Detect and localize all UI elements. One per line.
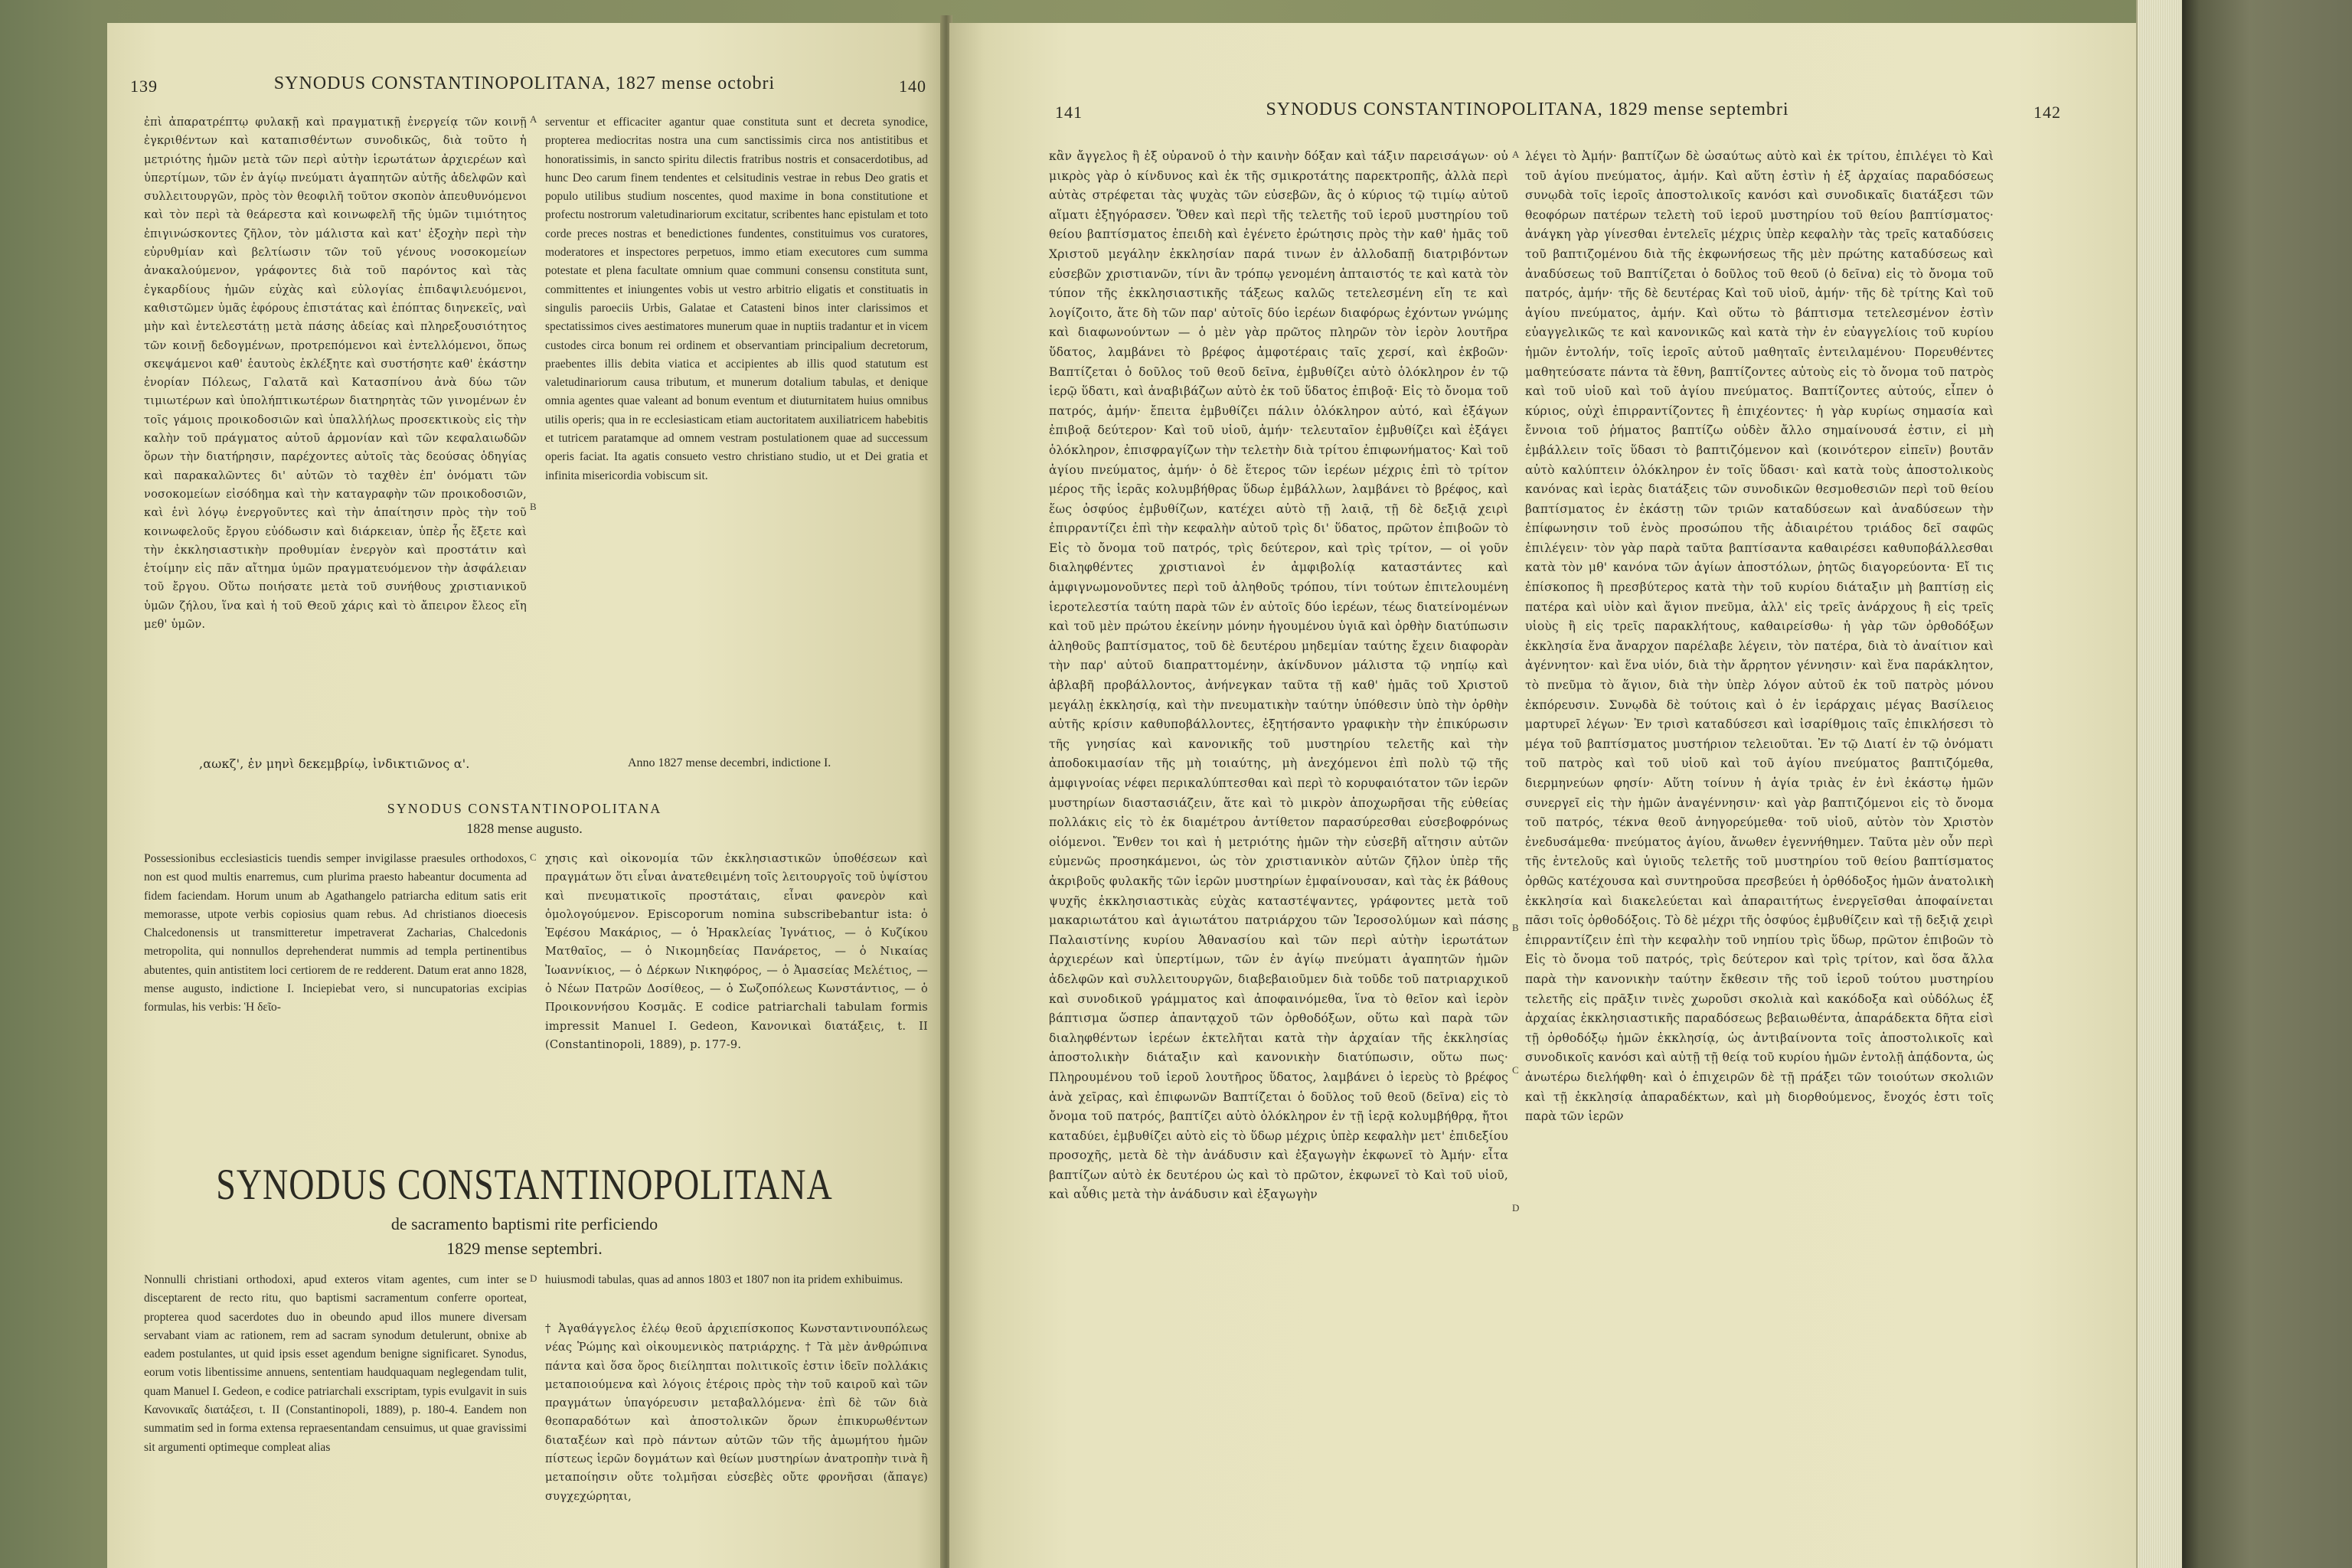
left-page	[107, 23, 942, 1568]
page-number-142: 142	[2034, 103, 2061, 122]
right-running-head	[949, 96, 2136, 127]
right-page	[949, 23, 2136, 1568]
section2-subtitle: 1828 mense augusto.	[466, 821, 583, 836]
page-number-140: 140	[899, 77, 926, 96]
section2-title: SYNODUS CONSTANTINOPOLITANA	[387, 801, 662, 816]
latin-date-line: Anno 1827 mense decembri, indictione I.	[628, 756, 831, 769]
latin-column-top: serventur et efficaciter agantur quae constituta sunt et decreta synodice, propterea mediocritas nostra una cum sanctissimis circa nos antistitibus et honoratissimis, in sancto spiritu dilectis fratribus nostris et consacerdotibus, ad hunc Deo carum finem tendentes et celsitudinis vestrae in rebus Deo gratis et populo utilibus studium noscentes, quod maxime in bona constitutione et profectu nostrorum valetudinariorum excitatur, scribentes hanc epistulam et toto corde preces nostras et benedictiones fundentes, constituimus vos curatores, moderatores et inspectores perpetuos, immo etiam executores cum summa potestate et plena facultate omnium quae communi consensu constituta sunt, committentes et iniungentes vobis ut vestro arbitrio eligatis et constituatis in singulis paroeciis Urbis, Galatae et Catasteni binos inter clarissimos et spectatissimos cives aestimatores munerum quae in nuptiis tradantur et in vicem custodes circa bonum rei ordinem et observantiam principalium decretorum, praebentes illis debita viatica et accipientes ab illis quod statutum est valetudinariorum causa tributum, et munerum dotalium tabulas, et denique omnia agentes quae valeant ad bonum eventum et diuturnitatem huius omnibus utilis operis; qua in re ecclesiasticam etiam auctoritatem auxiliatricem habebitis et tutricem paratamque ad omnem vestram postulationem quae ad successum operis faciat. Ita agatis consueto vestro christiano studio, ut et Dei gratia et infinita misericordia vobiscum sit.	[545, 116, 928, 482]
greek-column-left: κἂν ἄγγελος ἢ ἐξ οὐρανοῦ ὁ τὴν καινὴν δόξαν καὶ τάξιν παρεισάγων· οὐ μικρὸς γὰρ ὁ κίνδυνος καὶ ἐκ τῆς σμικροτάτης παρεκτροπῆς, ἀλλὰ περὶ αὐτὰς στρέφεται τὰς ψυχὰς τῶν εὐσεβῶν, ἃς ὁ κύριος τῷ τιμίῳ αὐτοῦ αἵματι ἐξηγόρασεν. Ὅθεν καὶ περὶ τῆς τελετῆς τοῦ ἱεροῦ μυστηρίου τοῦ θείου βαπτίσματος ἐπειδὴ καὶ ἐγένετο ἐρώτησις πρὸς τὴν καθ' ἡμᾶς τοῦ Χριστοῦ μεγάλην ἐκκλησίαν παρά τινων ἐν ἀλλοδαπῇ διατριβόντων εὐσεβῶν χριστιανῶν, τίνι ἂν τρόπῳ γενομένη ἀπταιστός τε καὶ κατὰ τὸν τύπον τῆς ἐκκλησιαστικῆς τάξεως καλῶς τετελεσμένη εἴη τε καὶ λογίζοιτο, ἅτε δὴ τῶν παρ' αὐτοῖς δύο ἱερέων διαφόρως ἐχόντων γνώμης καὶ διαφωνούντων — ὁ μὲν γὰρ πρῶτος πληρῶν τὸν ἱερὸν λουτῆρα ὕδατος, λαμβάνει τὸ βρέφος ἀμφοτέραις ταῖς χερσί, καὶ ἐκβοῶν· Βαπτίζεται ὁ δοῦλος τοῦ θεοῦ δεῖνα, ἐμβυθίζει αὐτὸ ὁλόκληρον ἐν τῷ ἱερῷ ὕδατι, καὶ ἀναβιβάζων αὐτὸ ἐκ τοῦ ὕδατος ἐπιβοᾷ· Εἰς τὸ ὄνομα τοῦ πατρός, ἀμήν· ἔπειτα ἐμβυθίζει πάλιν ὁλόκληρον αὐτό, καὶ ἐξάγων ἐπιβοᾷ δεύτερον· Καὶ τοῦ υἱοῦ, ἀμήν· τελευταῖον ἐμβυθίζει καὶ ἐξάγει ὁλόκληρον, ἐπισφραγίζων τὴν τελετὴν διὰ τρίτου ἐπιφωνήματος· Καὶ τοῦ ἁγίου πνεύματος, ἀμήν· ὁ δὲ ἕτερος τῶν ἱερέων μέχρις ἐπὶ τὸ τρίτον μέρος τῆς ἱερᾶς κολυμβήθρας ὕδωρ ἐμβάλλων, λαμβάνει τὸ βρέφος, καὶ ἕως ὀσφύος ἐμβυθίζων, κατέχει αὐτὸ τῇ λαιᾷ, τῇ δὲ δεξιᾷ χειρὶ ἐπιρραντίζει ἐπὶ τὴν κεφαλὴν αὐτοῦ τρὶς δι' ὕδατος, πρῶτον ἐπιβοῶν τὸ Εἰς τὸ ὄνομα τοῦ πατρός, τρὶς δεύτερον, καὶ τρὶς τρίτον, — οἱ γοῦν διαληφθέντες χριστιανοὶ ἐν ἀμφιβολίᾳ καταστάντες καὶ ἀμφιγνωμονοῦντες περὶ τοῦ ἀληθοῦς τρόπου, τίνι τούτων ἐπιτελουμένη ἱεροτελεστία ταύτη παρὰ τῶν ἐν αὐτοῖς δύο ἱερέων, τέως διατείνομένων καὶ τοῦ μὲν πρώτου ἐκείνην μόνην ἡγουμένου ὑγιᾶ καὶ ὀρθὴν διατύπωσιν ἀληθοῦς βαπτίσματος, τοῦ δὲ δευτέρου μηδεμίαν ταύτης ἔχειν διαφορὰν τὴν παρ' αὐτοῦ διαπραττομένην, ἀκίνδυνον μάλιστα τῷ νηπίῳ καὶ ἀβλαβῆ προβάλλοντος, ἀνήνεγκαν ταῦτα τῇ καθ' ἡμᾶς τοῦ Χριστοῦ μεγάλῃ ἐκκλησίᾳ, καὶ τὴν πνευματικὴν ταύτην ὑπόθεσιν ὑπὸ τὴν ὀρθὴν αὐτῆς κρίσιν καθυποβάλλοντες, ἐξητήσαντο γραφικὴν τὴν ἐπικύρωσιν τῆς γνησίας καὶ κανονικῆς τοῦ μυστηρίου τελετῆς καὶ τὴν ἀποδοκιμασίαν τῆς μὴ τοιαύτης, μὴ ἀνεχόμενοι ἐπὶ πολὺ τῷ τῆς ἀμφιγνοίας νέφει περικαλύπτεσθαι καὶ περὶ τὸ κορυφαιότατον τῶν ἱερῶν μυστηρίων διαστασιάζειν, ἅτε καὶ τὸ μικρὸν ἀποχωρῆσαι τῆς εὐθείας πολλάκις εἰς τὸ ἐκ διαμέτρου ἀντίθετον παρασύρεσθαι εὐσεβοφρόνως οἰόμενοι. Ἔνθεν τοι καὶ ἡ μετριότης ἡμῶν τὴν εὐσεβῆ αἴτησιν αὐτῶν εὐμενῶς προσηκάμενοι, ὡς τὸν χριστιανικὸν αὐτῶν ζῆλον ὑπὲρ τῆς ἀκριβοῦς φυλακῆς τῶν ἱερῶν μυστηρίων ἐμφαίνουσαν, καὶ τὰς ἐκ βάθους ψυχῆς ἐκκλησιαστικὰς εὐχὰς καταστέψαντες, γράφοντες μετὰ τοῦ μακαριωτάτου καὶ ἁγιωτάτου πατριάρχου τῶν Ἱεροσολύμων καὶ πάσης Παλαιστίνης κυρίου Ἀθανασίου καὶ τῶν περὶ αὐτὴν ἱερωτάτων ἀρχιερέων καὶ ὑπερτίμων, τῶν ἐν ἁγίῳ πνεύματι ἀγαπητῶν ἡμῶν ἀδελφῶν καὶ συλλειτουργῶν, διαβεβαιοῦμεν διὰ τοῦδε τοῦ πατριαρχικοῦ καὶ συνοδικοῦ γράμματος καὶ ἀποφαινόμεθα, ἵνα τὸ θεῖον καὶ ἱερὸν βάπτισμα ὥσπερ ἀπαντᾳχοῦ τῶν ὀρθοδόξων, οὕτω καὶ παρὰ τῶν διαληφθέντων ἱερέων ἐκτελῆται κατὰ τὴν ἀρχαίαν τῆς ἐκκλησίας ἀποστολικὴν διάταξιν καὶ κανονικὴν διατύπωσιν, οὕτω πως· Πληρουμένου τοῦ ἱεροῦ λουτῆρος ὕδατος, λαμβάνει ὁ ἱερεὺς τὸ βρέφος ἀνὰ χεῖρας, καὶ ἐπιφωνῶν Βαπτίζεται ὁ δοῦλος τοῦ θεοῦ (δεῖνα) εἰς τὸ ὄνομα τοῦ πατρός, βαπτίζει αὐτὸ ὁλόκληρον ἐν τῇ ἱερᾷ κολυμβήθρᾳ, ἤτοι καταδύει, ἐμβυθίζει αὐτὸ εἰς τὸ ὕδωρ μέχρις ὑπὲρ κεφαλὴν μετ' ἐπιδεξίου προσοχῆς, μετὰ δὲ τὴν ἀνάδυσιν καὶ ἐξαγωγὴν ἐκφωνεῖ τὸ Ἀμήν· εἶτα βαπτίζων αὐτὸ ἐκ δευτέρου ὡς καὶ τὸ πρῶτον, ἐκφωνεῖ τὸ Καὶ τοῦ υἱοῦ, καὶ αὖθις μετὰ τὴν ἀνάδυσιν καὶ ἐξαγωγὴν	[1049, 149, 1508, 1202]
left-running-head	[107, 70, 942, 101]
page-number-139: 139	[130, 77, 158, 96]
margin-letter-a: A	[530, 113, 537, 125]
page-number-141: 141	[1055, 103, 1083, 122]
section2-greek-column: χησις καὶ οἰκονομία τῶν ἐκκλησιαστικῶν ὑποθέσεων καὶ πραγμάτων ὅτι εἶναι ἀνατεθειμένη τοῖς λειτουργοῖς τοῦ ὑψίστου καὶ πνευματικοῖς προστάταις, εἶναι φανερὸν καὶ ὁμολογούμενον. Episcoporum nomina subscribebantur ista: ὁ Ἐφέσου Μακάριος, — ὁ Ἡρακλείας Ἰγνάτιος, — ὁ Κυζίκου Ματθαῖος, — ὁ Νικομηδείας Πανάρετος, — ὁ Νικαίας Ἰωαννίκιος, — ὁ Δέρκων Νικηφόρος, — ὁ Ἀμασείας Μελέτιος, — ὁ Νέων Πατρῶν Δοσίθεος, — ὁ Σωζοπόλεως Κωνστάντιος, — ὁ Προικοννήσου Κοσμᾶς. E codice patriarchali tabulam formis impressit Manuel I. Gedeon, Κανονικαὶ διατάξεις, t. II (Constantinopoli, 1889), p. 177-9.	[545, 852, 928, 1051]
margin-letter-d: D	[530, 1272, 537, 1284]
section2-latin-column: Possessionibus ecclesiasticis tuendis semper invigilasse praesules orthodoxos, non est quod multis enarremus, cum plurima praesto habeantur documenta ad fidem faciendam. Horum unum ab Agathangelo patriarcha editum satis erit memorasse, utpote verbis copiosius quam rebus. Ad christianos dioecesis Chalcedonensis ut transmitteretur impetraverat Zacharias, Chalcedonis metropolita, qui nonnullos deprehenderat nummis ad templa pertinentibus abutentes, quin antistitem loci certiorem de re redderent. Datum erat anno 1828, mense augusto, indictione I. Inciepiebat vero, si nuncupatorias excipias formulas, his verbis: Ἡ δεῖο-	[144, 852, 527, 1014]
section3-date: 1829 mense septembri.	[446, 1239, 603, 1258]
margin-letter-c-right: C	[1512, 1064, 1519, 1076]
section3-subtitle: de sacramento baptismi rite perficiendo	[390, 1214, 658, 1233]
section3-title: SYNODUS CONSTANTINOPOLITANA	[216, 1159, 833, 1209]
margin-letter-b: B	[530, 501, 537, 512]
margin-letter-a-right: A	[1512, 149, 1520, 160]
greek-column-top: ἐπὶ ἀπαρατρέπτῳ φυλακῇ καὶ πραγματικῇ ἐνεργείᾳ τῶν κοινῇ ἐγκριθέντων καὶ καταπισθέντων συνοδικῶς, διὰ τοῦτο ἡ μετριότης ἡμῶν μετὰ τῶν περὶ αὐτὴν ἱερωτάτων ἀρχιερέων καὶ ὑπερτίμων, τῶν ἐν ἁγίῳ πνεύματι ἀγαπητῶν αὐτῆς ἀδελφῶν καὶ συλλειτουργῶν, πρὸς τὸν θεοφιλῆ τοῦτον σκοπὸν ἀπευθυνόμενοι καὶ τὸν περὶ τὰ θεάρεστα καὶ κοινωφελῆ τῆς ὑμῶν τιμιότητος ἐπιγινώσκοντες ζῆλον, τὸν μάλιστα καὶ κατ' ἐξοχὴν περὶ τὴν εὐρυθμίαν καὶ βελτίωσιν τῶν τοῦ γένους νοσοκομείων ἀνακαλούμενον, γράφοντες διὰ τοῦ παρόντος καὶ τὰς ἐγκαρδίους ἡμῶν εὐχὰς καὶ εὐλογίας ἐπιδαψιλευόμενοι, καθιστῶμεν ὑμᾶς ἐφόρους ἐπιστάτας καὶ ἐπόπτας διηνεκεῖς, ναὶ μὴν καὶ ἐντελεστάτῃ μετὰ πάσης ἀδείας καὶ πληρεξουσιότητος τῶν κοινῇ δεδογμένων, προτρεπόμενοι καὶ ἐντελλόμενοι, ὅπως σκεψάμενοι καθ' ἑαυτοὺς ἐκλέξητε καὶ συστήσητε καθ' ἑκάστην ἐνορίαν Πόλεως, Γαλατᾶ καὶ Κατασπίνου ἀνὰ δύω τῶν τιμιωτέρων καὶ ὑπολήπτικωτέρων διατηρητὰς τῶν γινομένων ἐν τοῖς γάμοις προικοδοσιῶν καὶ ὑπαλλήλως προσεκτικοὺς εἰς τὴν καλὴν τοῦ πράγματος αὐτοῦ ἁρμονίαν καὶ τῶν κεφαλαιωδῶν ὅρων τὴν διατήρησιν, παρέχοντες αὐτοῖς τὰς δεούσας ὁδηγίας καὶ παρακαλῶντες δι' αὐτῶν τὸ ταχθὲν ἐπ' ὀνόματι τῶν νοσοκομείων εἰσόδημα καὶ τὴν καταγραφὴν τῶν προικοδοσιῶν, καὶ ἑνὶ λόγῳ ἐνεργοῦντες καὶ τὴν ἀπαίτησιν πρὸς τὴν τοῦ κοινωφελοῦς ἔργου εὐόδωσιν καὶ διάρκειαν, ὑπὲρ ἧς ἔξετε καὶ τὴν ἐκκλησιαστικὴν προθυμίαν ἐνεργὸν καὶ προστάτιν καὶ ἑτοίμην εἰς πᾶν αἴτημα ὑμῶν πραγματευόμενον τὴν ἀσφάλειαν τοῦ ἔργου. Οὕτω ποιήσατε μετὰ τοῦ συνήθους χριστιανικοῦ ὑμῶν ζήλου, ἵνα καὶ ἡ τοῦ Θεοῦ χάρις καὶ τὸ ἄπειρον ἔλεος εἴη μεθ' ὑμῶν.	[144, 116, 527, 632]
margin-letter-b-right: B	[1512, 922, 1519, 933]
running-title: SYNODUS CONSTANTINOPOLITANA, 1827 mense octobri	[273, 74, 776, 93]
page-edges	[2136, 0, 2182, 1568]
margin-letter-d-right: D	[1512, 1202, 1520, 1214]
section3-latin-continuation: huiusmodi tabulas, quas ad annos 1803 et 1807 non ita pridem exhibuimus.	[545, 1273, 903, 1286]
book-cover-background	[2182, 0, 2352, 1568]
greek-date-line: ,αωκζ', ἐν μηνὶ δεκεμβρίῳ, ἰνδικτιῶνος α'.	[199, 756, 470, 771]
margin-letter-c: C	[530, 851, 537, 863]
section3-latin-column: Nonnulli christiani orthodoxi, apud exteros vitam agentes, cum inter se disceptarent de recto ritu, quo baptismi sacramentum conferre oporteat, propterea quod sacerdotes duo in obeundo apud illos munere diversam servabant viam ac rationem, rem ad sacram synodum detulerunt, obnixe ab eadem postulantes, ut quid ipsis esset agendum benigne significaret. Synodus, eorum votis libentissime annuens, sententiam haudquaquam neglegendam tulit, quam Manuel I. Gedeon, e codice patriarchali exscriptam, typis evulgavit in suis Κανονικαῖς διατάξεσι, t. II (Constantinopoli, 1889), p. 180-4. Eandem non summatim sed in forma extensa repraesentandam censuimus, ut quae gravissimi sit argumenti optimeque compleat alias	[144, 1273, 527, 1454]
section3-greek-column: † Ἀγαθάγγελος ἐλέῳ θεοῦ ἀρχιεπίσκοπος Κωνσταντινουπόλεως νέας Ῥώμης καὶ οἰκουμενικὸς πατριάρχης. † Τὰ μὲν ἀνθρώπινα πάντα καὶ ὅσα ὅρος διείληπται πολιτικοῖς ἐστιν ἰδεῖν πολλάκις μεταποιούμενα καὶ λόγοις ἑτέροις πρὸς τὴν τοῦ καιροῦ καὶ τῶν πραγμάτων ὑπαγόρευσιν μεταβαλλόμενα· ἐπὶ δὲ τῶν διὰ θεοπαραδότων καὶ ἀποστολικῶν ὅρων ἐπικυρωθέντων διαταξέων καὶ πρὸ πάντων αὐτῶν τῶν τῆς ἀμωμήτου ἡμῶν πίστεως ἱερῶν δογμάτων καὶ θείων μυστηρίων ἀνατροπὴν τινὰ ἢ μεταποίησιν οὔτε τολμῆσαι εὐσεβὲς οὔτε φρονῆσαι (ἄπαγε) συγχεχώρηται,	[545, 1322, 928, 1503]
greek-column-right: λέγει τὸ Ἀμήν· βαπτίζων δὲ ὡσαύτως αὐτὸ καὶ ἐκ τρίτου, ἐπιλέγει τὸ Καὶ τοῦ ἁγίου πνεύματος, ἀμήν. Καὶ αὕτη ἐστὶν ἡ ἐξ ἀρχαίας παραδόσεως συνῳδὰ τοῖς ἱεροῖς ἀποστολικοῖς κανόσι καὶ συνοδικαῖς διατάξεσι τῶν θεοφόρων πατέρων τελετὴ τοῦ ἱεροῦ μυστηρίου τοῦ θείου βαπτίσματος· ἀνάγκη γὰρ γίνεσθαι ἐντελεῖς μέχρις ὑπὲρ κεφαλὴν τὰς τρεῖς καταδύσεις τοῦ βαπτιζομένου διὰ τῆς ἐκφωνήσεως τῆς μὲν πρώτης καταδύσεως καὶ ἀναδύσεως τοῦ Βαπτίζεται ὁ δοῦλος τοῦ θεοῦ (ὁ δεῖνα) εἰς τὸ ὄνομα τοῦ πατρός, ἀμήν· τῆς δὲ δευτέρας Καὶ τοῦ υἱοῦ, ἀμήν· τῆς δὲ τρίτης Καὶ τοῦ ἁγίου πνεύματος, ἀμήν. Καὶ οὕτω τὸ βάπτισμα τετελεσμένον ἐστὶν εὐαγγελικῶς τε καὶ κανονικῶς καὶ κατὰ τὴν ἐν εὐαγγελίοις τοῦ κυρίου ἡμῶν ἐντολήν, τοῖς ἱεροῖς αὐτοῦ μαθηταῖς ἐντειλαμένου· Πορευθέντες μαθητεύσατε πάντα τὰ ἔθνη, βαπτίζοντες αὐτοὺς εἰς τὸ ὄνομα τοῦ πατρὸς καὶ τοῦ υἱοῦ καὶ τοῦ ἁγίου πνεύματος. Βαπτίζοντες αὐτούς, εἶπεν ὁ κύριος, οὐχὶ ἐπιρραντίζοντες ἢ ἐπιχέοντες· ἡ γὰρ κυρίως σημασία καὶ ἔννοια τοῦ ῥήματος βαπτίζω οὐδὲν ἄλλο σημαίνουσά ἐστιν, εἰ μὴ ἐμβάλλειν τοῖς ὕδασι τὸ βαπτιζόμενον καὶ (κοινότερον εἰπεῖν) βουτᾶν αὐτὸ καλύπτειν ὁλόκληρον ἐν τοῖς ὕδασι· καὶ κατὰ τοὺς ἀποστολικοὺς κανόνας καὶ ἱερὰς διατάξεις τῶν συνοδικῶν θεσμοθεσιῶν περὶ τοῦ θείου βαπτίσματος ἐν ἑκάστῃ τῶν τριῶν καταδύσεων καὶ ἀναδύσεων τὴν ἐπίφωνησιν τοῦ ἑνὸς προσώπου τῆς ἀδιαιρέτου τριάδος δεῖ σαφῶς ἐπιλέγειν· τὸν γὰρ παρὰ ταῦτα βαπτίσαντα καθαιρέσει καθυποβάλλεσθαι κατὰ τὸν μθ' κανόνα τῶν ἁγίων ἀποστόλων, ῥητῶς διαγορεύοντα· Εἴ τις ἐπίσκοπος ἢ πρεσβύτερος κατὰ τὴν τοῦ κυρίου διάταξιν μὴ βαπτίσῃ εἰς πατέρα καὶ υἱὸν καὶ ἅγιον πνεῦμα, ἀλλ' εἰς τρεῖς ἀνάρχους ἢ εἰς τρεῖς υἱοὺς ἢ εἰς τρεῖς παρακλήτους, καθαιρείσθω· ἡ γὰρ τῶν ὀρθοδόξων ἐκκλησία ἕνα ἄναρχον παρέλαβε λέγειν, τὸν πατέρα, διὰ τὸ ἀναίτιον καὶ ἀγέννητον· καὶ ἕνα υἱόν, διὰ τὴν ἄρρητον γέννησιν· καὶ ἕνα παράκλητον, τὸ πνεῦμα τὸ ἅγιον, διὰ τὴν ὑπὲρ λόγον αὐτοῦ ἐκ τοῦ πατρὸς μόνου ἐκπόρευσιν. Συνῳδὰ δὲ τούτοις καὶ ὁ ἐν ἱεράρχαις μέγας Βασίλειος μαρτυρεῖ λέγων· Ἐν τρισὶ καταδύσεσι καὶ ἰσαρίθμοις ταῖς ἐπικλήσεσι τὸ μέγα τοῦ βαπτίσματος μυστήριον τελειοῦται. Ἐν τῷ Διατί ἐν τῷ ὀνόματι τοῦ πατρὸς καὶ τοῦ υἱοῦ καὶ τοῦ ἁγίου πνεύματος βαπτιζόμεθα, διερμηνεύων φησίν· Αὕτη τοίνυν ἡ ἁγία τριὰς ἐν ἑνὶ ἑκάστῳ ἡμῶν συνεργεῖ εἰς τὴν ἡμῶν ἀναγέννησιν· καὶ γὰρ βαπτιζόμενοι εἰς τὸ ὄνομα τοῦ πατρός, τέκνα θεοῦ ἀνηγορεύμεθα· τοῦ υἱοῦ, αὐτὸν τὸν Χριστὸν ἐνεδυσάμεθα· πνεύματος ἁγίου, ἄνωθεν ἐγεννήθημεν. Ταῦτα μὲν οὖν περὶ τῆς ἐντελοῦς καὶ ὑγιοῦς τελετῆς τοῦ μυστηρίου τοῦ θείου βαπτίσματος ὀρθῶς κατέχουσα καὶ συντηροῦσα πρεσβεύει ἡ ὀρθόδοξος ἡμῶν ἀνατολικὴ ἐκκλησία καὶ διακελεύεται καὶ ἀπαραιτήτως ἐνεργεῖσθαι ἀποφαίνεται πᾶσι τοῖς ὀρθοδόξοις. Τὸ δὲ μέχρι τῆς ὀσφύος ἐμβυθίζειν καὶ τῇ δεξιᾷ χειρὶ ἐπιρραντίζειν ἐπὶ τὴν κεφαλὴν τοῦ νηπίου τρὶς ὕδωρ, πρῶτον ἐπιβοῶν τὸ Εἰς τὸ ὄνομα τοῦ πατρός, τρὶς δεύτερον καὶ τρὶς τρίτον, καὶ ὅσα ἄλλα παρὰ τὴν κανονικὴν ταύτην ἔκθεσιν τῆς τοῦ ἱεροῦ τούτου μυστηρίου τελετῆς εἰς πρᾶξιν τινὲς χωροῦσι σκολιὰ καὶ κακόδοξα καὶ οὐδόλως ἐξ ἀρχαίας ἐκκλησιαστικῆς παραδόσεως βεβαιωθέντα, ἀπαράδεκτα δῆτα εἰσὶ τῇ ὀρθοδόξῳ ἡμῶν ἐκκλησίᾳ, ὡς ἀντιβαίνοντα τοῖς ἀποστολικοῖς καὶ συνοδικοῖς κανόσι καὶ αὐτῇ τῇ θείᾳ τοῦ κυρίου ἡμῶν ἐντολῇ ἀπᾴδοντα, ὡς ἀνωτέρω διελήφθη· καὶ ὁ ἐπιχειρῶν δὲ τῇ πράξει τῶν τοιούτων σκολιῶν καὶ τῇ ἐκκλησίᾳ ἀπαραδέκτων, καὶ μὴ διορθούμενος, ἔνοχός ἐστι τοῖς παρὰ τῶν ἱερῶν	[1525, 149, 1994, 1124]
running-title-right: SYNODUS CONSTANTINOPOLITANA, 1829 mense septembri	[1266, 100, 1789, 119]
